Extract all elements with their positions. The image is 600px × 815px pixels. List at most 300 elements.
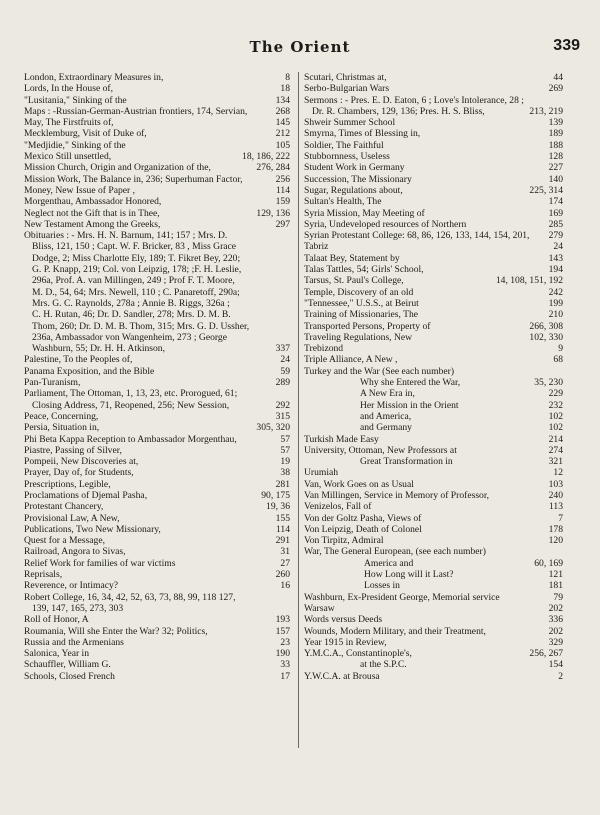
index-entry [24,140,290,151]
entry-pages: 178 [548,523,563,535]
entry-pages: 113 [548,501,563,513]
entry-title: New Testament Among the Greeks, [24,218,161,230]
entry-pages: 44 [553,72,563,83]
index-entry [304,309,563,320]
index-entry [304,253,563,264]
entry-pages: 155 [275,512,290,524]
column-divider [298,72,299,748]
entry-pages: 8 [285,72,290,83]
entry-title: Stubbornness, Useless [304,151,390,163]
index-entry [24,174,290,185]
index-entry [24,569,290,580]
entry-title: Proclamations of Djemal Pasha, [24,489,148,501]
index-entry [304,546,563,557]
index-entry [304,524,563,535]
index-entry [304,366,563,377]
index-entry [24,208,290,219]
entry-pages: 16 [280,580,290,592]
index-entry [24,388,290,411]
entry-title: Schools, Closed French [24,670,115,682]
entry-title: Mission Church, Origin and Organization of the, [24,162,211,174]
entry-title: Temple, Discovery of an old [304,286,414,298]
index-entry [24,501,290,512]
entry-title: Her Mission in the Orient [360,399,459,411]
index-entry [304,287,563,298]
index-entry [304,128,563,139]
entry-pages: 169 [548,207,563,219]
entry-pages: 329 [548,636,563,648]
index-entry [24,659,290,670]
entry-continuation: Mrs. G. C. Raynolds, 278a ; Annie B. Riggs, 326a ; [32,297,230,309]
entry-title: Morgenthau, Ambassador Honored, [24,196,162,208]
index-entry [24,196,290,207]
index-entry [304,467,563,478]
index-entry [24,354,290,365]
entry-pages: 229 [548,388,563,400]
entry-pages: 18, 186, 222 [242,151,290,163]
index-entry [304,219,563,230]
index-entry [304,332,563,343]
index-entry [24,637,290,648]
entry-pages: 232 [548,399,563,411]
index-entry [24,117,290,128]
index-entry [304,298,563,309]
entry-continuation: M. D., 54, 64; Mrs. Newell, 110 ; C. Panaretoff, 290a; [32,286,240,298]
entry-title: Persia, Situation in, [24,422,100,434]
entry-pages: 140 [548,173,563,185]
index-entry [304,637,563,648]
index-entry [24,671,290,682]
entry-pages: 60, 169 [534,557,563,569]
entry-title: Phi Beta Kappa Reception to Ambassador Morgenthau, [24,433,237,445]
index-entry [304,445,563,456]
index-column-left [24,72,290,682]
entry-title: Smyrna, Times of Blessing in, [304,128,421,140]
running-title: The Orient [249,38,351,56]
entry-title: Wounds, Modern Military, and their Treatment, [304,625,486,637]
entry-pages: 337 [275,343,290,355]
entry-title: Robert College, 16, 34, 42, 52, 63, 73, 88, 99, 118 127, [24,591,236,603]
entry-title: Money, New Issue of Paper , [24,184,136,196]
entry-continuation: 236a, Ambassador von Wangenheim, 273 ; George [32,331,227,343]
entry-title: Sermons : - Pres. E. D. Eaton, 6 ; Love's Intolerance, 28 ; [304,94,524,106]
entry-title: University, Ottoman, New Professors at [304,444,457,456]
entry-pages: 269 [548,83,563,95]
index-entry [24,445,290,456]
entry-title: "Lusitania," Sinking of the [24,94,127,106]
entry-title: America and [364,557,414,569]
index-entry [24,185,290,196]
entry-title: Railroad, Angora to Sivas, [24,546,126,558]
entry-title: Traveling Regulations, New [304,331,413,343]
entry-title: Schauffler, William G. [24,659,111,671]
entry-title: War, The General European, (see each number) [304,546,486,558]
entry-pages: 202 [548,602,563,614]
entry-title: and Germany [360,422,412,434]
index-entry [304,117,563,128]
entry-pages: 297 [275,218,290,230]
entry-pages: 17 [280,670,290,682]
entry-pages: 260 [275,569,290,581]
entry-pages: 212 [275,128,290,140]
entry-pages: 105 [275,139,290,151]
entry-continuation: Washburn, 55; Dr. H. H. Atkinson, [32,343,166,355]
entry-pages: 114 [275,523,290,535]
entry-pages: 31 [280,546,290,558]
index-entry [24,592,290,615]
page-number: 339 [553,37,580,54]
entry-pages: 57 [280,444,290,456]
entry-pages: 240 [548,489,563,501]
index-entry [24,434,290,445]
entry-pages: 159 [275,196,290,208]
entry-pages: 134 [275,94,290,106]
entry-pages: 79 [553,591,563,603]
entry-pages: 114 [275,184,290,196]
entry-pages: 225, 314 [529,184,563,196]
entry-title: Transported Persons, Property of [304,320,431,332]
entry-pages: 102 [548,410,563,422]
entry-pages: 103 [548,478,563,490]
entry-title: Publications, Two New Missionary, [24,523,161,535]
index-entry [304,501,563,512]
index-entry [24,366,290,377]
entry-pages: 121 [548,569,563,581]
entry-title: Relief Work for families of war victims [24,557,176,569]
entry-title: Van, Work Goes on as Usual [304,478,414,490]
entry-pages: 19, 36 [266,501,290,513]
index-entry [24,219,290,230]
entry-title: "Medjidie," Sinking of the [24,139,126,151]
index-entry [304,671,563,682]
entry-title: Tabriz [304,241,329,253]
index-entry [24,456,290,467]
entry-title: Lords, In the House of, [24,83,113,95]
entry-title: Serbo-Bulgarian Wars [304,83,390,95]
index-entry [304,580,563,591]
entry-title: Talaat Bey, Statement by [304,252,400,264]
index-entry [304,275,563,286]
entry-title: Y.W.C.A. at Brousa [304,670,380,682]
entry-pages: 38 [280,467,290,479]
entry-title: "Tennessee," U.S.S., at Beirut [304,297,419,309]
entry-pages: 145 [275,117,290,129]
index-entry [304,196,563,207]
entry-title: Y.M.C.A., Constantinople's, [304,648,412,660]
entry-pages: 59 [280,365,290,377]
index-entry [24,128,290,139]
index-entry [304,162,563,173]
entry-title: Mission Work, The Balance in, 236; Superhuman Factor, [24,173,243,185]
entry-pages: 281 [275,478,290,490]
entry-title: Scutari, Christmas at, [304,72,387,83]
index-entry [304,535,563,546]
entry-title: Reverence, or Intimacy? [24,580,119,592]
index-entry [304,603,563,614]
entry-title: Sultan's Health, The [304,196,382,208]
entry-title: Peace, Concerning, [24,410,99,422]
entry-pages: 18 [280,83,290,95]
entry-title: Pompeii, New Discoveries at, [24,456,139,468]
entry-title: Venizelos, Fall of [304,501,372,513]
index-entry [304,434,563,445]
entry-title: Van Millingen, Service in Memory of Professor, [304,489,490,501]
index-entry [304,185,563,196]
entry-title: Reprisals, [24,569,63,581]
entry-title: Syria, Undeveloped resources of Northern [304,218,467,230]
entry-pages: 23 [280,636,290,648]
entry-pages: 188 [548,139,563,151]
entry-continuation: 139, 147, 165, 273, 303 [32,602,124,614]
entry-pages: 14, 108, 151, 192 [495,275,563,287]
entry-pages: 193 [275,614,290,626]
entry-pages: 33 [280,659,290,671]
index-entry [304,400,563,411]
entry-pages: 202 [548,625,563,637]
entry-continuation: Thom, 260; Dr. D. M. B. Thom, 315; Mrs. G. D. Ussher, [32,320,250,332]
index-entry [304,592,563,603]
entry-pages: 57 [280,433,290,445]
entry-pages: 12 [553,467,563,479]
entry-pages: 181 [548,580,563,592]
index-entry [24,513,290,524]
entry-pages: 68 [553,354,563,366]
entry-title: Syrian Protestant College: 68, 86, 126, 133, 144, 154, 201, [304,230,530,242]
entry-continuation: Closing Address, 71, Reopened, 256; New Session, [32,399,230,411]
entry-title: How Long will it Last? [364,569,454,581]
entry-title: Mecklemburg, Visit of Duke of, [24,128,147,140]
index-entry [304,513,563,524]
entry-title: Quest for a Message, [24,535,105,547]
entry-continuation: 296a, Prof. A. van Millingen, 249 ; Prof F. T. Moore, [32,275,235,287]
entry-pages: 291 [275,535,290,547]
entry-pages: 256 [275,173,290,185]
index-entry [24,95,290,106]
entry-title: Shweir Summer School [304,117,396,129]
entry-pages: 315 [275,410,290,422]
entry-pages: 213, 219 [529,105,563,117]
entry-pages: 189 [548,128,563,140]
entry-continuation: Bliss, 121, 150 ; Capt. W. F. Bricker, 83 , Miss Grace [32,241,237,253]
entry-title: Words versus Deeds [304,614,383,626]
entry-pages: 24 [280,354,290,366]
entry-title: at the S.P.C. [360,659,407,671]
index-entry [24,377,290,388]
entry-title: Succession, The Missionary [304,173,412,185]
entry-pages: 279 [548,230,563,242]
entry-pages: 274 [548,444,563,456]
index-entry [24,580,290,591]
entry-title: Losses in [364,580,400,592]
index-entry [24,546,290,557]
index-entry [304,558,563,569]
entry-pages: 289 [275,377,290,389]
entry-title: Turkey and the War (See each number) [304,365,455,377]
index-entry [304,422,563,433]
entry-title: Panama Exposition, and the Bible [24,365,155,377]
index-entry [304,659,563,670]
entry-pages: 7 [558,512,563,524]
entry-title: Why she Entered the War, [360,377,461,389]
index-entry [24,72,290,83]
index-entry [304,343,563,354]
index-entry [24,106,290,117]
entry-pages: 19 [280,456,290,468]
entry-title: Washburn, Ex-President George, Memorial service [304,591,500,603]
entry-pages: 292 [275,399,290,411]
entry-pages: 174 [548,196,563,208]
entry-title: Urumiah [304,467,339,479]
entry-title: Warsaw [304,602,335,614]
entry-continuation: Dodge, 2; Miss Charlotte Ely, 189; T. Fikret Bey, 220; [32,252,241,264]
entry-title: Roumania, Will she Enter the War? 32; Politics, [24,625,208,637]
index-entry [304,354,563,365]
entry-pages: 90, 175 [261,489,290,501]
index-entry [24,535,290,546]
index-entry [304,648,563,659]
index-entry [304,174,563,185]
entry-title: Turkish Made Easy [304,433,379,445]
entry-pages: 2 [558,670,563,682]
entry-pages: 102, 330 [529,331,563,343]
entry-pages: 227 [548,162,563,174]
entry-pages: 35, 230 [534,377,563,389]
index-entry [304,208,563,219]
entry-pages: 9 [558,343,563,355]
entry-title: Neglect not the Gift that is in Thee, [24,207,160,219]
entry-title: Training of Missionaries, The [304,309,419,321]
index-entry [24,479,290,490]
entry-pages: 157 [275,625,290,637]
entry-pages: 199 [548,297,563,309]
entry-title: Von der Goltz Pasha, Views of [304,512,422,524]
index-entry [304,95,563,118]
index-entry [24,83,290,94]
entry-title: Maps : -Russian-German-Austrian frontiers, 174, Servian, [24,105,248,117]
index-entry [304,614,563,625]
entry-title: Pan-Turanism, [24,377,81,389]
entry-pages: 24 [553,241,563,253]
entry-pages: 190 [275,648,290,660]
index-entry [24,648,290,659]
entry-title: A New Era in, [360,388,415,400]
index-entry [24,490,290,501]
entry-title: Trebizond [304,343,344,355]
index-entry [304,377,563,388]
entry-pages: 268 [275,105,290,117]
entry-pages: 305, 320 [256,422,290,434]
entry-pages: 321 [548,456,563,468]
entry-title: Piastre, Passing of Silver, [24,444,122,456]
entry-pages: 276, 284 [256,162,290,174]
entry-pages: 143 [548,252,563,264]
index-entry [24,411,290,422]
entry-pages: 285 [548,218,563,230]
index-entry [24,614,290,625]
entry-title: Year 1915 in Review, [304,636,387,648]
entry-pages: 256, 267 [529,648,563,660]
index-entry [24,524,290,535]
entry-pages: 102 [548,422,563,434]
entry-title: Russia and the Armenians [24,636,124,648]
entry-pages: 139 [548,117,563,129]
entry-title: Von Tirpitz, Admiral [304,535,384,547]
entry-continuation: C. H. Rutan, 46; Dr. D. Sandler, 278; Mrs. D. M. B. [32,309,231,321]
entry-pages: 154 [548,659,563,671]
entry-title: Prayer, Day of, for Students, [24,467,134,479]
entry-title: Protestant Chancery, [24,501,104,513]
index-entry [304,388,563,399]
index-entry [24,162,290,173]
entry-title: Salonica, Year in [24,648,90,660]
index-entry [304,230,563,241]
entry-title: Palestine, To the Peoples of, [24,354,133,366]
entry-title: Prescriptions, Legible, [24,478,111,490]
entry-title: Parliament, The Ottoman, 1, 13, 23, etc. Prorogued, 61; [24,388,238,400]
index-entry [304,264,563,275]
index-entry [24,467,290,478]
index-entry [24,422,290,433]
index-entry [304,151,563,162]
entry-pages: 128 [548,151,563,163]
index-entry [304,140,563,151]
index-entry [304,321,563,332]
index-entry [304,626,563,637]
index-entry [304,411,563,422]
index-entry [24,151,290,162]
entry-title: and America, [360,410,412,422]
entry-pages: 266, 308 [529,320,563,332]
entry-pages: 242 [548,286,563,298]
entry-title: Roll of Honor, A [24,614,89,626]
entry-title: Von Leipzig, Death of Colonel [304,523,422,535]
entry-title: Talas Tattles, 54; Girls' School, [304,264,424,276]
entry-title: Obituaries : - Mrs. H. N. Barnum, 141; 157 ; Mrs. D. [24,230,228,242]
entry-title: Great Transformation in [360,456,453,468]
entry-title: May, The Firstfruits of, [24,117,114,129]
index-entry [304,72,563,83]
entry-title: Provisional Law, A New, [24,512,120,524]
entry-title: Soldier, The Faithful [304,139,384,151]
entry-pages: 120 [548,535,563,547]
entry-pages: 336 [548,614,563,626]
index-column-right [304,72,563,682]
index-entry [304,569,563,580]
entry-title: Triple Alliance, A New , [304,354,398,366]
entry-pages: 214 [548,433,563,445]
index-entry [304,241,563,252]
index-entry [24,230,290,354]
index-entry [304,479,563,490]
entry-title: London, Extraordinary Measures in, [24,72,164,83]
entry-title: Sugar, Regulations about, [304,184,403,196]
entry-pages: 210 [548,309,563,321]
entry-continuation: G. P. Knapp, 219; Col. von Leipzig, 178; ;F. H. Leslie, [32,264,242,276]
entry-title: Syria Mission, May Meeting of [304,207,425,219]
entry-continuation: Dr. R. Chambers, 129, 136; Pres. H. S. Bliss, [312,105,485,117]
index-entry [304,456,563,467]
entry-title: Student Work in Germany [304,162,405,174]
entry-title: Tarsus, St. Paul's College, [304,275,404,287]
entry-pages: 194 [548,264,563,276]
index-entry [304,490,563,501]
entry-pages: 129, 136 [256,207,290,219]
entry-pages: 27 [280,557,290,569]
entry-title: Mexico Still unsettled, [24,151,112,163]
index-entry [24,626,290,637]
index-entry [24,558,290,569]
index-entry [304,83,563,94]
